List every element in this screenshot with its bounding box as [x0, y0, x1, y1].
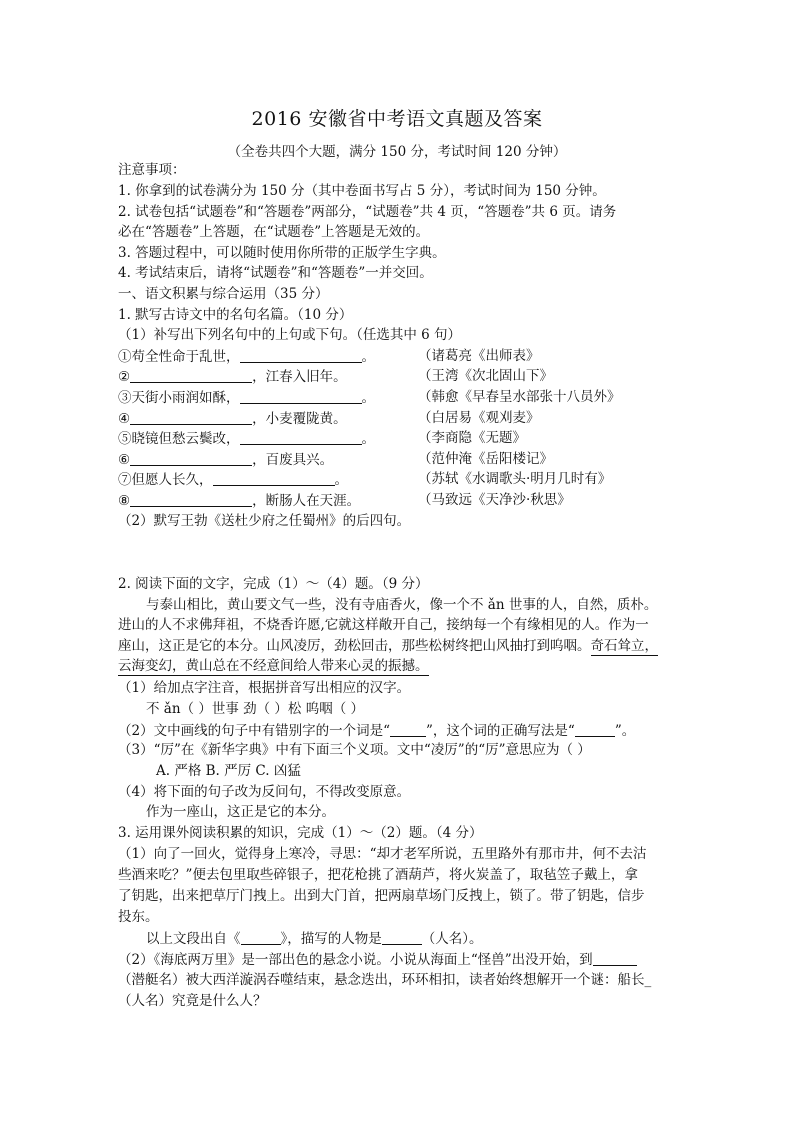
question-2-part-4: （4）将下面的句子改为反问句，不得改变原意。	[118, 784, 411, 800]
poem-line-post: 。	[361, 390, 375, 406]
section-heading: 一、语文积累与综合运用（35 分）	[118, 286, 329, 302]
passage-line	[118, 660, 429, 674]
poem-line-post: ，断肠人在天涯。	[252, 493, 361, 509]
question-2-part-3: （3）“厉”在《新华字典》中有下面三个义项。文中“凌厉”的“厉”意思应为（ ）	[118, 742, 591, 758]
answer-blank[interactable]	[241, 932, 281, 945]
note-item: 4. 考试结束后，请将“试题卷”和“答题卷”一并交回。	[118, 265, 433, 281]
poem-line-pre: ⑧	[118, 493, 131, 509]
question-text: ”。	[614, 723, 636, 739]
poem-source: （苏轼《水调歌头·明月几时有》	[418, 471, 612, 487]
passage-line: 了钥匙，出来把草厅门拽上。出到大门首，把两扇草场门反拽上，锁了。带了钥匙，信步	[118, 888, 645, 904]
poem-line	[118, 391, 375, 406]
passage-line: 投东。	[118, 909, 159, 925]
poem-line	[118, 412, 347, 427]
answer-options: A. 严格 B. 严厉 C. 凶猛	[156, 763, 301, 779]
poem-line-pre: ①苟全性命于乱世，	[118, 349, 240, 365]
answer-blank[interactable]	[240, 432, 362, 445]
question-text: 》，描写的人物是	[280, 931, 382, 947]
passage-line	[118, 640, 658, 654]
passage-line: 些酒来吃？”便去包里取些碎银子，把花枪挑了酒葫芦，将火炭盖了，取毡笠子戴上，拿	[118, 867, 638, 883]
note-item: 1. 你拿到的试卷满分为 150 分（其中卷面书写占 5 分），考试时间为 150 分钟。	[118, 183, 606, 199]
notes-heading: 注意事项：	[118, 162, 186, 178]
question-1: 1. 默写古诗文中的名句名篇。（10 分）	[118, 307, 353, 323]
passage-line: 进山的人不求佛拜祖，不烧香许愿,它就这样敞开自己，接纳每一个有缘相见的人。作为一	[118, 617, 649, 633]
poem-line-post: ，百废具兴。	[252, 452, 334, 468]
answer-blank[interactable]	[593, 953, 637, 966]
question-3: 3. 运用课外阅读积累的知识，完成（1）～（2）题。（4 分）	[118, 825, 483, 841]
question-2-part-2	[118, 724, 635, 739]
poem-source: （马致远《天净沙·秋思》	[418, 492, 571, 508]
question-text: （2）文中画线的句子中有错别字的一个词是“	[118, 723, 390, 739]
sentence-to-rewrite: 作为一座山，这正是它的本分。	[146, 804, 335, 820]
poem-line-pre: ⑦但愿人长久，	[118, 472, 213, 488]
question-1-part-1: （1）补写出下列名句中的上句或下句。（任选其中 6 句）	[118, 327, 462, 343]
answer-blank[interactable]	[240, 350, 362, 363]
poem-line	[118, 453, 333, 468]
underlined-sentence: 奇石耸立，	[590, 638, 658, 654]
poem-line-post: 。	[361, 431, 375, 447]
note-item: 3. 答题过程中，可以随时使用你所带的正版学生字典。	[118, 245, 446, 261]
question-3-part-1	[146, 932, 483, 947]
question-text: ”，这个词的正确写法是“	[426, 723, 575, 739]
poem-line	[118, 473, 348, 488]
poem-line	[118, 432, 375, 447]
answer-blank[interactable]	[213, 473, 335, 486]
answer-blank[interactable]	[130, 494, 252, 507]
question-3-part-2	[118, 953, 637, 968]
poem-line-post: 。	[334, 472, 348, 488]
underlined-sentence: 云海变幻，黄山总在不经意间给人带来心灵的振撼。	[118, 658, 429, 674]
pinyin-items: 不 ǎn（ ）世事 劲（ ）松 呜咽（ ）	[146, 701, 364, 717]
poem-line-post: 。	[361, 349, 375, 365]
page-subtitle: （全卷共四个大题，满分 150 分，考试时间 120 分钟）	[227, 144, 567, 160]
passage-line: （潜艇名）被大西洋漩涡吞噬结束，悬念迭出，环环相扣，读者始终想解开一个谜：船长_	[118, 972, 652, 988]
poem-source: （李商隐《无题》	[418, 430, 526, 446]
question-2-part-1: （1）给加点字注音，根据拼音写出相应的汉字。	[118, 680, 411, 696]
poem-source: （范仲淹《岳阳楼记》	[418, 451, 553, 467]
poem-line	[118, 350, 375, 365]
passage-text: 座山，这正是它的本分。山风凌厉，劲松回击，那些松树终把山风抽打到呜咽。	[118, 638, 591, 654]
poem-line	[118, 494, 360, 509]
note-item: 2. 试卷包括“试题卷”和“答题卷”两部分，“试题卷”共 4 页，“答题卷”共 6 页。请务	[118, 204, 617, 220]
poem-line-pre: ④	[118, 411, 131, 427]
question-text: （人名）。	[421, 931, 483, 947]
poem-line-pre: ②	[118, 369, 131, 385]
question-1-part-2: （2）默写王勃《送杜少府之任蜀州》的后四句。	[118, 513, 411, 529]
question-text: 以上文段出自《	[146, 931, 241, 947]
answer-blank[interactable]	[130, 412, 252, 425]
answer-blank[interactable]	[382, 932, 422, 945]
poem-source: （韩愈《早春呈水部张十八员外》	[418, 389, 621, 405]
poem-source: （王湾《次北固山下》	[418, 368, 553, 384]
page-title: 2016 安徽省中考语文真题及答案	[251, 108, 543, 130]
question-text: （2）《海底两万里》是一部出色的悬念小说。小说从海面上“怪兽”出没开始，到	[118, 952, 593, 968]
poem-line-pre: ③天街小雨润如酥，	[118, 390, 240, 406]
poem-line-pre: ⑥	[118, 452, 131, 468]
answer-blank[interactable]	[575, 724, 615, 737]
question-2: 2. 阅读下面的文字，完成（1）～（4）题。（9 分）	[118, 576, 429, 592]
answer-blank[interactable]	[390, 724, 426, 737]
note-item: 必在“答题卷”上答题，在“试题卷”上答题是无效的。	[118, 224, 430, 240]
poem-line-post: ，江春入旧年。	[252, 369, 347, 385]
passage-line: （人名）究竟是什么人？	[118, 993, 267, 1009]
answer-blank[interactable]	[130, 453, 252, 466]
poem-line-pre: ⑤晓镜但愁云鬓改，	[118, 431, 240, 447]
poem-source: （诸葛亮《出师表》	[418, 348, 540, 364]
poem-line-post: ，小麦覆陇黄。	[252, 411, 347, 427]
passage-line: 与泰山相比，黄山要文气一些，没有寺庙香火，像一个不 ǎn 世事的人，自然，质朴。	[146, 597, 658, 613]
poem-line	[118, 370, 347, 385]
passage-line: （1）向了一回火，觉得身上寒冷，寻思：“却才老军所说，五里路外有那市井，何不去沽	[118, 846, 647, 862]
poem-source: （白居易《观刈麦》	[418, 410, 540, 426]
answer-blank[interactable]	[130, 370, 252, 383]
answer-blank[interactable]	[240, 391, 362, 404]
